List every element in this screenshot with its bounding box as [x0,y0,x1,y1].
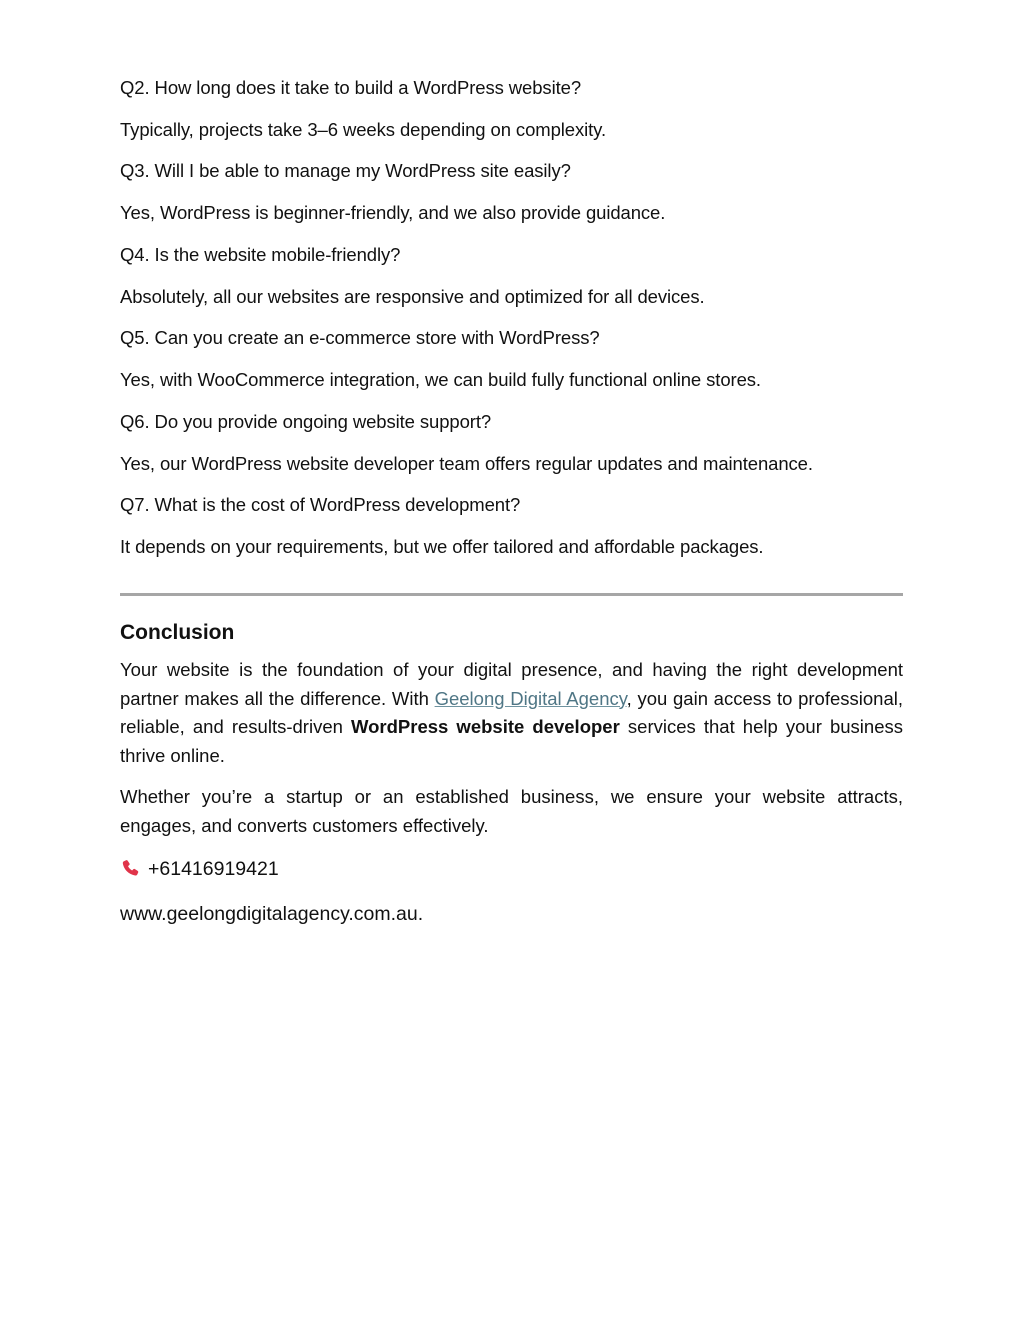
paragraph-text: , you gain access to professional, reliable, and results-driven [120,687,903,737]
faq-question-q2: Q2. How long does it take to build a WordPress website? [120,77,582,98]
faq-question-q6: Q6. Do you provide ongoing website support? [120,411,492,432]
faq-question-q5: Q5. Can you create an e-commerce store with WordPress? [120,327,600,348]
faq-question-q7: Q7. What is the cost of WordPress development? [120,494,521,515]
section-divider [120,593,903,596]
bold-keyword: WordPress website developer [351,716,620,737]
faq-question-q4: Q4. Is the website mobile-friendly? [120,244,401,265]
faq-question-q3: Q3. Will I be able to manage my WordPress site easily? [120,160,571,181]
faq-answer-q5: Yes, with WooCommerce integration, we can build fully functional online stores. [120,369,761,390]
paragraph-text: Your website is the foundation of your digital presence, and having the right development partner makes all the difference. With [120,659,903,709]
faq-answer-q7: It depends on your requirements, but we offer tailored and affordable packages. [120,536,764,557]
conclusion-heading: Conclusion [120,621,235,644]
faq-answer-q2: Typically, projects take 3–6 weeks depending on complexity. [120,119,606,140]
website-url: www.geelongdigitalagency.com.au. [120,903,424,925]
conclusion-paragraph-1 [120,656,903,770]
faq-answer-q6: Yes, our WordPress website developer team offers regular updates and maintenance. [120,453,813,474]
conclusion-paragraph-2: Whether you’re a startup or an established business, we ensure your website attracts, engages, and converts customers effectively. [120,786,903,836]
phone-contact [120,856,279,882]
geelong-digital-agency-link[interactable]: Geelong Digital Agency [434,687,627,709]
phone-icon [120,858,142,880]
paragraph-text: services that help your business thrive online. [120,716,903,766]
phone-number: +61416919421 [148,858,279,880]
faq-answer-q4: Absolutely, all our websites are responsive and optimized for all devices. [120,286,705,307]
faq-answer-q3: Yes, WordPress is beginner-friendly, and we also provide guidance. [120,202,666,223]
